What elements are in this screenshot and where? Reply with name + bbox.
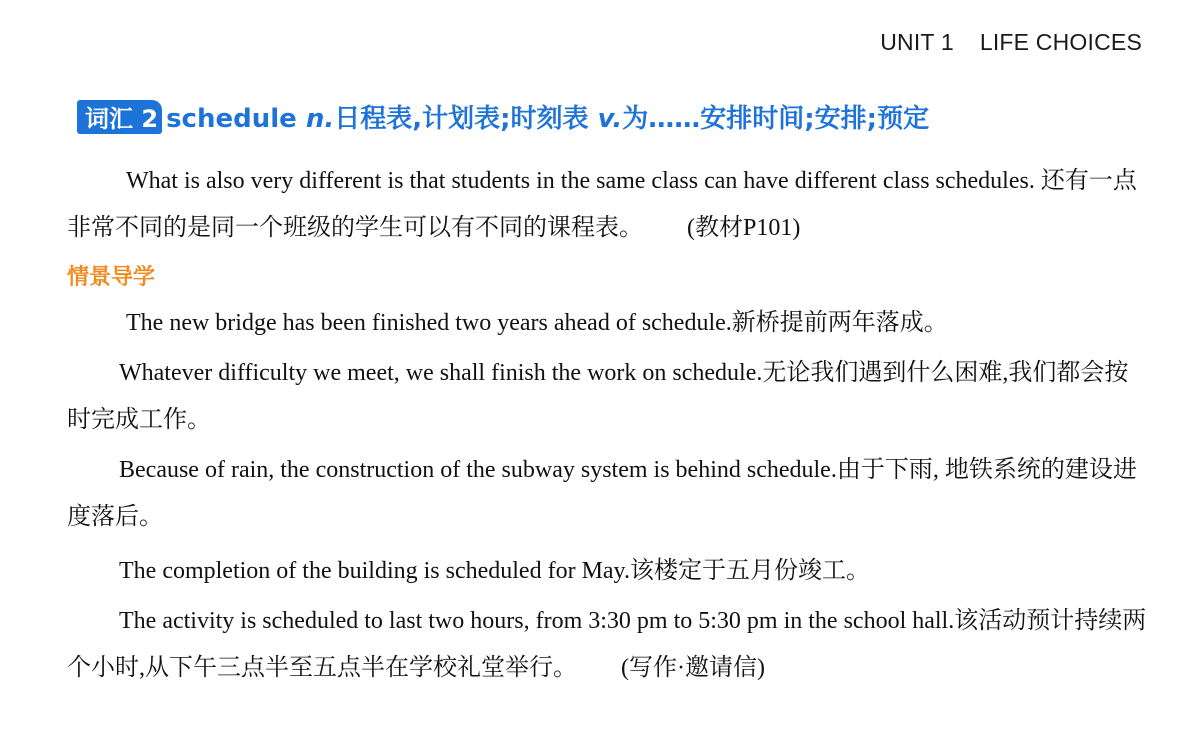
example-english: The new bridge has been finished two years ahead of schedule. [126, 310, 732, 336]
example-chinese: 新桥提前两年落成。 [731, 310, 948, 336]
unit-header [880, 29, 1142, 56]
example-english: What is also very different is that students in the same class can have different class schedules. [126, 168, 1035, 194]
example-source: (写作·邀请信) [621, 655, 765, 681]
example-chinese: 还有一点非常不同的是同一个班级的学生可以有不同的课程表。 [67, 168, 1137, 241]
example-sentence [67, 548, 1148, 595]
example-sentence [67, 300, 1148, 347]
textbook-example [67, 158, 1148, 252]
unit-title: LIFE CHOICES [979, 29, 1142, 55]
example-source: (教材P101) [687, 215, 801, 241]
vocab-word: schedule [166, 104, 297, 134]
vocab-badge: 词汇 2 [77, 100, 162, 134]
example-chinese: 该活动预计持续两个小时,从下午三点半至五点半在学校礼堂举行。 [67, 608, 1147, 681]
vocab-meaning-verb: 为……安排时间;安排;预定 [622, 104, 930, 134]
section-label: 情景导学 [67, 265, 156, 290]
vocab-meaning-noun: 日程表,计划表;时刻表 [334, 104, 589, 134]
unit-number: UNIT 1 [880, 29, 954, 55]
vocab-heading [77, 98, 929, 135]
vocab-pos-noun: n. [305, 104, 335, 134]
example-sentence [67, 598, 1148, 692]
example-sentence [67, 350, 1148, 444]
example-english: The activity is scheduled to last two hours, from 3:30 pm to 5:30 pm in the school hall. [119, 608, 955, 634]
vocab-pos-verb: v. [597, 104, 623, 134]
example-chinese: 无论我们遇到什么困难,我们都会按时完成工作。 [67, 360, 1129, 433]
example-english: Whatever difficulty we meet, we shall finish the work on schedule. [119, 360, 763, 386]
example-chinese: 由于下雨, 地铁系统的建设进度落后。 [67, 457, 1137, 530]
vocab-entry [166, 98, 929, 135]
example-english: The completion of the building is scheduled for May. [119, 558, 630, 584]
example-english: Because of rain, the construction of the subway system is behind schedule. [119, 457, 837, 483]
example-sentence [67, 447, 1148, 541]
example-chinese: 该楼定于五月份竣工。 [630, 558, 870, 584]
